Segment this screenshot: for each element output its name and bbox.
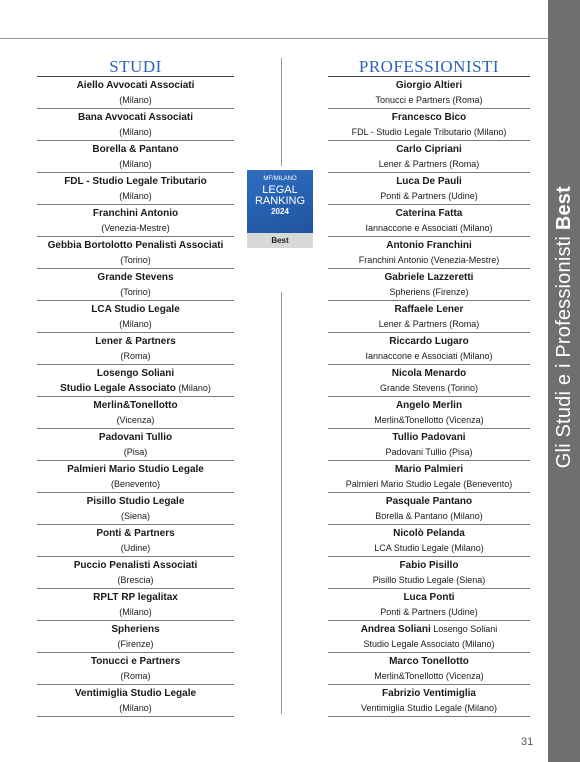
- badge-mf: MF/MILANO: [263, 176, 297, 182]
- badge-year: 2024: [271, 207, 289, 216]
- side-title-prefix: Gli Studi e i Professionisti: [552, 235, 575, 468]
- entry-detail: Palmieri Mario Studio Legale (Benevento): [345, 479, 513, 489]
- entry-detail: Merlin&Tonellotto (Vicenza): [374, 671, 484, 681]
- list-item: [37, 205, 234, 237]
- list-item: [328, 269, 530, 301]
- entry-name: Gebbia Bortolotto Penalisti Associati: [47, 240, 224, 251]
- entry-detail: (Roma): [120, 351, 151, 361]
- legal-ranking-badge: [247, 170, 313, 248]
- list-item: [37, 621, 234, 653]
- list-item: [328, 333, 530, 365]
- list-item: [328, 365, 530, 397]
- entry-name: Bana Avvocati Associati: [77, 112, 194, 123]
- entry-detail: (Milano): [119, 607, 152, 617]
- entry-detail: Padovani Tullio (Pisa): [385, 447, 473, 457]
- list-item: [37, 365, 234, 397]
- entry-name: Borella & Pantano: [92, 144, 179, 155]
- list-item: [37, 493, 234, 525]
- list-item: [328, 301, 530, 333]
- entry-detail: Tonucci e Partners (Roma): [375, 95, 483, 105]
- entry-detail: (Benevento): [110, 479, 161, 489]
- list-item: [37, 141, 234, 173]
- studi-heading: STUDI: [37, 58, 234, 77]
- entry-name: Angelo Merlin: [395, 400, 463, 411]
- entry-name: Nicola Menardo: [391, 368, 467, 379]
- entry-name: Riccardo Lugaro: [389, 336, 469, 347]
- entry-name: Antonio Franchini: [386, 240, 472, 251]
- entry-name: Ponti & Partners: [96, 528, 175, 539]
- entry-detail: Studio Legale Associato (Milano): [363, 639, 495, 649]
- entry-name: Carlo Cipriani: [396, 144, 462, 155]
- list-item: [37, 237, 234, 269]
- entry-name: Tonucci e Partners: [90, 656, 181, 667]
- professionisti-heading: PROFESSIONISTI: [328, 58, 530, 77]
- entry-name: Giorgio Altieri: [395, 80, 463, 91]
- list-item: [37, 173, 234, 205]
- entry-detail: (Torino): [120, 287, 151, 297]
- entry-name: Pisillo Studio Legale: [86, 496, 185, 507]
- entry-detail: (Venezia-Mestre): [101, 223, 170, 233]
- list-item: [328, 141, 530, 173]
- entry-detail: Iannaccone e Associati (Milano): [365, 351, 493, 361]
- entry-name: RPLT RP legalitax: [93, 592, 178, 603]
- entry-detail: (Milano): [119, 127, 152, 137]
- entry-name: Mario Palmieri: [394, 464, 464, 475]
- list-item: [37, 429, 234, 461]
- entry-name: Lener & Partners: [95, 336, 176, 347]
- entry-detail: (Milano): [119, 159, 152, 169]
- entry-detail: (Milano): [119, 319, 152, 329]
- entry-name: Ventimiglia Studio Legale: [74, 688, 197, 699]
- entry-detail: Borella & Pantano (Milano): [375, 511, 483, 521]
- entry-detail: (Milano): [119, 191, 152, 201]
- list-item: [328, 493, 530, 525]
- entry-name: Raffaele Lener: [394, 304, 464, 315]
- list-item: [328, 109, 530, 141]
- entry-detail: (Vicenza): [116, 415, 155, 425]
- entry-detail: (Roma): [120, 671, 151, 681]
- entry-name: Caterina Fatta: [395, 208, 463, 219]
- entry-detail: Studio Legale Associato (Milano): [60, 383, 211, 394]
- list-item: [37, 269, 234, 301]
- entry-name: Fabio Pisillo: [399, 560, 459, 571]
- page-number: 31: [521, 736, 534, 748]
- entry-detail: (Milano): [119, 703, 152, 713]
- list-item: [37, 301, 234, 333]
- column-divider-top: [281, 58, 282, 166]
- list-item: [37, 685, 234, 717]
- entry-detail: Grande Stevens (Torino): [379, 383, 479, 393]
- entry-detail: Merlin&Tonellotto (Vicenza): [374, 415, 484, 425]
- list-item: [328, 557, 530, 589]
- entry-detail: Ponti & Partners (Udine): [380, 191, 478, 201]
- list-item: [37, 461, 234, 493]
- entry-detail: (Pisa): [123, 447, 148, 457]
- badge-line2: RANKING: [254, 195, 306, 207]
- entry-detail: FDL - Studio Legale Tributario (Milano): [351, 127, 507, 137]
- column-divider-bottom: [281, 292, 282, 714]
- list-item: [328, 685, 530, 717]
- entry-detail: Ponti & Partners (Udine): [380, 607, 478, 617]
- entry-name: Spheriens: [111, 624, 160, 635]
- studi-column: [37, 58, 234, 717]
- entry-detail: (Brescia): [117, 575, 154, 585]
- list-item: [37, 109, 234, 141]
- list-item: [328, 653, 530, 685]
- list-item: [37, 333, 234, 365]
- entry-detail: Spheriens (Firenze): [389, 287, 469, 297]
- entry-name: Fabrizio Ventimiglia: [382, 688, 476, 699]
- list-item: [37, 77, 234, 109]
- professionisti-column: [328, 58, 530, 717]
- side-title-bold: Best: [552, 185, 575, 230]
- entry-detail: Lener & Partners (Roma): [378, 319, 480, 329]
- badge-line1: LEGAL: [262, 184, 298, 196]
- list-item: [37, 557, 234, 589]
- entry-name: Luca Ponti: [403, 592, 455, 603]
- badge-best-label: Best: [247, 233, 313, 248]
- entry-name: Merlin&Tonellotto: [93, 400, 178, 411]
- entry-name: Aiello Avvocati Associati: [76, 80, 195, 91]
- entry-name: Nicolò Pelanda: [393, 528, 465, 539]
- entry-detail: (Firenze): [117, 639, 154, 649]
- entry-name: Francesco Bico: [391, 112, 467, 123]
- list-item: [328, 205, 530, 237]
- list-item: [328, 77, 530, 109]
- entry-detail: LCA Studio Legale (Milano): [374, 543, 484, 553]
- entry-detail: (Torino): [120, 255, 151, 265]
- professionisti-list: [328, 77, 530, 717]
- entry-name: Marco Tonellotto: [389, 656, 469, 667]
- entry-name: Losengo Soliani: [96, 368, 175, 379]
- top-rule: [0, 38, 548, 39]
- list-item: [328, 429, 530, 461]
- entry-name: LCA Studio Legale: [91, 304, 180, 315]
- list-item: [37, 653, 234, 685]
- entry-detail: Franchini Antonio (Venezia-Mestre): [358, 255, 500, 265]
- entry-name: Tullio Padovani: [392, 432, 466, 443]
- list-item: [328, 397, 530, 429]
- entry-name: Gabriele Lazzeretti: [384, 272, 474, 283]
- entry-name: Padovani Tullio: [98, 432, 173, 443]
- entry-detail: Ventimiglia Studio Legale (Milano): [360, 703, 498, 713]
- entry-name: Pasquale Pantano: [385, 496, 473, 507]
- entry-name: Luca De Pauli: [396, 176, 462, 187]
- entry-detail: (Milano): [119, 95, 152, 105]
- list-item: [328, 237, 530, 269]
- list-item: [328, 525, 530, 557]
- side-title: [548, 38, 580, 468]
- list-item: [328, 589, 530, 621]
- entry-name: Franchini Antonio: [92, 208, 179, 219]
- entry-name: Palmieri Mario Studio Legale: [67, 464, 204, 475]
- list-item: [37, 397, 234, 429]
- entry-name: Puccio Penalisti Associati: [73, 560, 198, 571]
- entry-detail: (Siena): [120, 511, 150, 521]
- entry-detail: Iannaccone e Associati (Milano): [365, 223, 493, 233]
- studi-list: [37, 77, 234, 717]
- entry-detail: Lener & Partners (Roma): [378, 159, 480, 169]
- list-item: [328, 461, 530, 493]
- entry-name: FDL - Studio Legale Tributario: [64, 176, 207, 187]
- list-item: [37, 589, 234, 621]
- entry-name: Grande Stevens: [97, 272, 174, 283]
- entry-name: Andrea Soliani Losengo Soliani: [360, 624, 498, 635]
- entry-detail: (Udine): [120, 543, 151, 553]
- list-item: [328, 173, 530, 205]
- list-item: [37, 525, 234, 557]
- list-item: [328, 621, 530, 653]
- entry-detail: Pisillo Studio Legale (Siena): [372, 575, 486, 585]
